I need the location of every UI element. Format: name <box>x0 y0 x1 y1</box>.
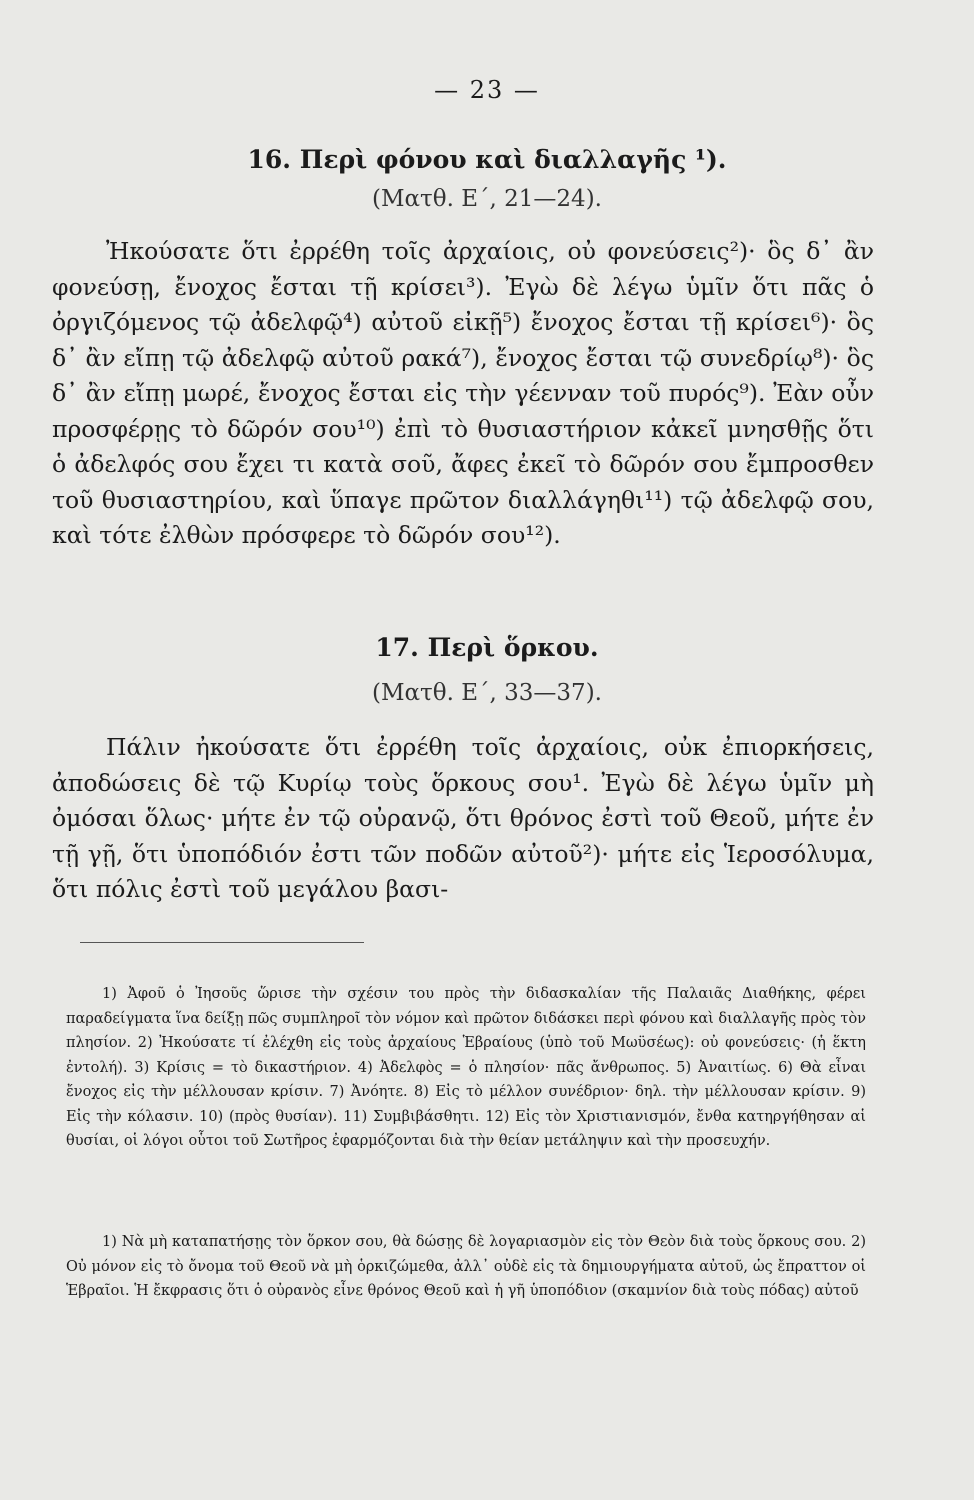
footnotes-section-17: 1) Νὰ μὴ καταπατήσῃς τὸν ὅρκον σου, θὰ δώσῃς δὲ λογαριασμὸν εἰς τὸν Θεὸν διὰ τοὺς ὅρκους σου. 2) Οὐ μόνον εἰς τὸ ὄνομα τοῦ Θεοῦ νὰ μὴ ὁρκιζώμεθα, ἀλλ᾿ οὐδὲ εἰς τὰ δημιουργήματα αὐτοῦ, ὡς ἔπραττον οἱ Ἑβραῖοι. Ἡ ἔκφρασις ὅτι ὁ οὐρανὸς εἶνε θρόνος Θεοῦ καὶ ἡ γῆ ὑποπόδιον (σκαμνίον διὰ τοὺς πόδας) αὐτοῦ <box>66 1234 866 1299</box>
footnotes-section-16: 1) Ἀφοῦ ὁ Ἰησοῦς ὥρισε τὴν σχέσιν του πρὸς τὴν διδασκαλίαν τῆς Παλαιᾶς Διαθήκης, φέρει παραδείγματα ἵνα δείξῃ πῶς συμπληροῖ τὸν νόμον καὶ πρῶτον διδάσκει περὶ φόνου καὶ διαλλαγῆς πρὸς τὸν πλησίον. 2) Ἠκούσατε τί ἐλέχθη εἰς τοὺς ἀρχαίους Ἑβραίους (ὑπὸ τοῦ Μωϋσέως): οὐ φονεύσεις· (ἡ ἕκτη ἐντολή). 3) Κρίσις = τὸ δικαστήριον. 4) Ἀδελφὸς = ὁ πλησίον· πᾶς ἄνθρωπος. 5) Ἀναιτίως. 6) Θὰ εἶναι ἔνοχος εἰς τὴν μέλλουσαν κρίσιν. 7) Ἀνόητε. 8) Εἰς τὸ μέλλον συνέδριον· δηλ. τὴν μέλλουσαν κρίσιν. 9) Εἰς τὴν κόλασιν. 10) (πρὸς θυσίαν). 11) Συμβιβάσθητι. 12) Εἰς τὸν Χριστιανισμόν, ἔνθα κατηργήθησαν αἱ θυσίαι, οἱ λόγοι οὗτοι τοῦ Σωτῆρος ἐφαρμόζονται διὰ τὴν θείαν μετάληψιν καὶ τὴν προσευχήν. <box>66 986 866 1149</box>
section-16-heading: 16. Περὶ φόνου καὶ διαλλαγῆς ¹). <box>247 145 727 174</box>
section-17-reference: (Ματθ. Ε΄, 33—37). <box>372 680 602 706</box>
section-17-text: Πάλιν ἠκούσατε ὅτι ἐρρέθη τοῖς ἀρχαίοις, οὐκ ἐπιορκήσεις, ἀποδώσεις δὲ τῷ Κυρίῳ τοὺς ὅρκους σου¹. Ἐγὼ δὲ λέγω ὑμῖν μὴ ὀμόσαι ὅλως· μήτε ἐν τῷ οὐρανῷ, ὅτι θρόνος ἐστὶ τοῦ Θεοῦ, μήτε ἐν τῇ γῇ, ὅτι ὑποπόδιόν ἐστι τῶν ποδῶν αὐτοῦ²)· μήτε εἰς Ἱεροσόλυμα, ὅτι πόλις ἐστὶ τοῦ μεγάλου βασι- <box>52 733 874 903</box>
page-number: — 23 — <box>434 76 540 104</box>
section-17-heading: 17. Περὶ ὅρκου. <box>375 633 599 662</box>
footnote-separator <box>80 942 364 943</box>
section-16-reference: (Ματθ. Ε΄, 21—24). <box>372 186 602 212</box>
section-16-text: Ἠκούσατε ὅτι ἐρρέθη τοῖς ἀρχαίοις, οὐ φονεύσεις²)· ὃς δ᾿ ἂν φονεύσῃ, ἔνοχος ἔσται τῇ κρίσει³). Ἐγὼ δὲ λέγω ὑμῖν ὅτι πᾶς ὁ ὀργιζόμενος τῷ ἀδελφῷ⁴) αὐτοῦ εἰκῇ⁵) ἔνοχος ἔσται τῇ κρίσει⁶)· ὃς δ᾿ ἂν εἴπῃ τῷ ἀδελφῷ αὐτοῦ ρακά⁷), ἔνοχος ἔσται τῷ συνεδρίῳ⁸)· ὃς δ᾿ ἂν εἴπῃ μωρέ, ἔνοχος ἔσται εἰς τὴν γέενναν τοῦ πυρός⁹). Ἐὰν οὖν προσφέρῃς τὸ δῶρόν σου¹⁰) ἐπὶ τὸ θυσιαστήριον κἀκεῖ μνησθῇς ὅτι ὁ ἀδελφός σου ἔχει τι κατὰ σοῦ, ἄφες ἐκεῖ τὸ δῶρόν σου ἔμπροσθεν τοῦ θυσιαστηρίου, καὶ ὕπαγε πρῶτον διαλλάγηθι¹¹) τῷ ἀδελφῷ σου, καὶ τότε ἐλθὼν πρόσφερε τὸ δῶρόν σου¹²). <box>52 237 874 549</box>
